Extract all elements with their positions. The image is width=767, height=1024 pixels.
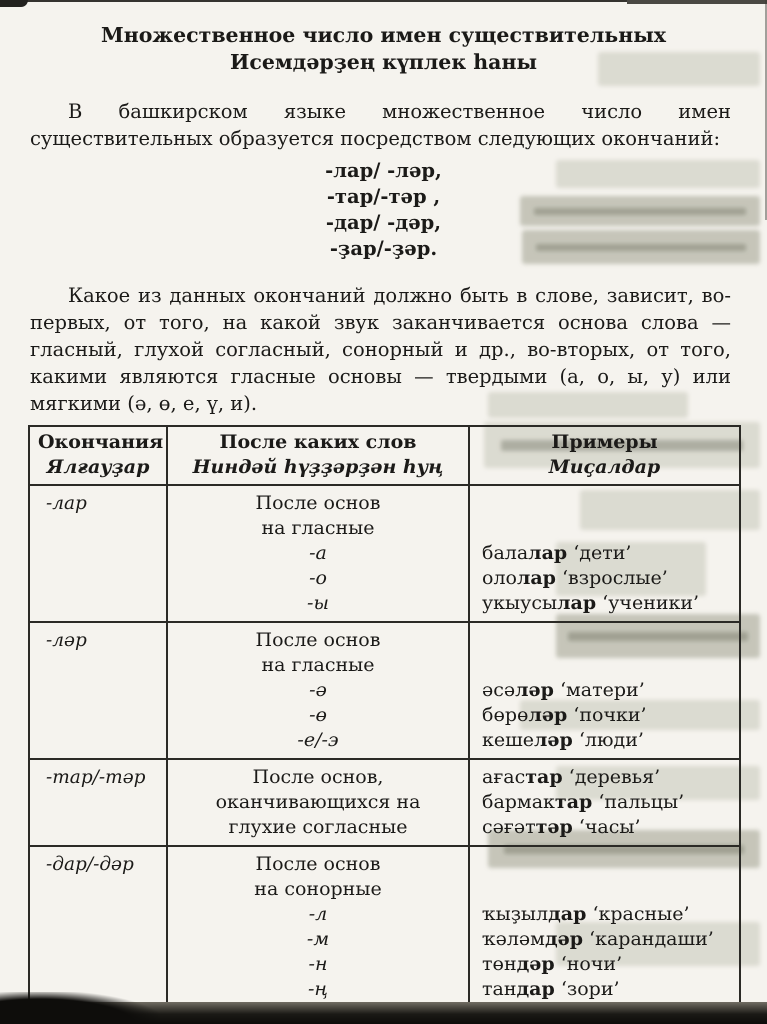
header-line-bashkir: Ялғауҙар: [46, 456, 150, 478]
word-gloss: ‘ночи’: [554, 953, 623, 975]
header-line-ru: Окончания: [38, 431, 164, 453]
header-line-bashkir: Миҫалдар: [548, 456, 661, 478]
explanation-paragraph: Какое из данных окончаний должно быть в слове, зависит, во-первых, от того, на какой звук заканчивается основа слова — гласный, глухой согласный, сонорный и др., во-вторых, от того, какими являются гласные основы — твердыми (а, о, ы, у) или мягкими (ә, ө, е, ү, и).: [30, 284, 731, 415]
word-suffix: ләр: [515, 679, 554, 701]
ending-label: -лар: [46, 493, 87, 514]
example-word: [482, 765, 731, 790]
header-line-ru: Примеры: [551, 431, 658, 453]
word-stem: ҡыҙыл: [482, 903, 549, 925]
examples-cell: [468, 486, 739, 621]
word-gloss: ‘почки’: [567, 704, 647, 726]
word-suffix: тар: [525, 766, 563, 788]
sound-letter: -л: [308, 903, 328, 925]
table-row: [30, 758, 739, 845]
word-stem: тан: [482, 978, 517, 1000]
examples-cell: [468, 847, 739, 1007]
condition-line: После основ: [255, 629, 381, 651]
table-row: [30, 484, 739, 621]
example-word: [482, 790, 731, 815]
ending-item: -ҙар/-ҙәр.: [329, 237, 438, 260]
sound-letter: -ы: [307, 592, 329, 614]
condition-line: После основ: [255, 853, 381, 875]
word-stem: бөрө: [482, 704, 529, 726]
examples-cell: [468, 760, 739, 845]
example-word: [482, 728, 731, 753]
condition-line: оканчивающихся на: [215, 791, 421, 813]
condition-cell: [166, 847, 468, 1007]
word-stem: сәғәт: [482, 816, 536, 838]
word-suffix: дәр: [544, 928, 584, 950]
ending-item: -дар/ -дәр,: [325, 211, 442, 234]
word-gloss: ‘дети’: [567, 542, 632, 564]
word-stem: ағас: [482, 766, 526, 788]
example-word: [482, 952, 731, 977]
word-gloss: ‘красные’: [586, 903, 690, 925]
word-gloss: ‘ученики’: [596, 592, 700, 614]
condition-line: на гласные: [261, 654, 375, 676]
word-stem: төн: [482, 953, 517, 975]
word-gloss: ‘взрослые’: [555, 567, 668, 589]
page-title: [0, 0, 767, 76]
example-word: [482, 902, 731, 927]
word-suffix: дәр: [516, 953, 555, 975]
sound-letter: -м: [306, 928, 330, 950]
header-line-bashkir: Ниндәй һүҙҙәрҙән һуң: [192, 456, 444, 478]
condition-cell: [166, 486, 468, 621]
sound-letter: -о: [309, 567, 327, 589]
word-suffix: лар: [557, 592, 597, 614]
example-word: [482, 591, 731, 616]
example-word: [482, 678, 731, 703]
word-gloss: ‘пальцы’: [592, 791, 685, 813]
word-stem: әсә: [482, 679, 516, 701]
word-suffix: дар: [516, 978, 555, 1000]
word-stem: бала: [482, 542, 529, 564]
example-word: [482, 566, 731, 591]
condition-cell: [166, 623, 468, 758]
ending-cell: [30, 486, 166, 621]
table-row: [30, 621, 739, 758]
word-gloss: ‘часы’: [572, 816, 641, 838]
example-word: [482, 977, 731, 1002]
sound-letter: -а: [309, 542, 327, 564]
word-stem: укыусы: [482, 592, 558, 614]
word-stem: бармак: [482, 791, 555, 813]
example-word: [482, 541, 731, 566]
sound-letter: -ң: [308, 978, 328, 1000]
sound-letter: -ә: [309, 679, 327, 701]
sound-letter: -е/-э: [297, 729, 339, 751]
ending-cell: [30, 760, 166, 845]
scan-edge-top-right: [627, 0, 767, 4]
word-suffix: ләр: [534, 729, 573, 751]
header-endings: [30, 427, 166, 484]
word-stem: ҡәләм: [482, 928, 545, 950]
header-examples: [468, 427, 739, 484]
condition-line: После основ: [255, 492, 381, 514]
word-gloss: ‘зори’: [554, 978, 620, 1000]
word-gloss: ‘деревья’: [562, 766, 661, 788]
header-line-ru: После каких слов: [219, 431, 417, 453]
sound-letter: -н: [308, 953, 328, 975]
word-gloss: ‘матери’: [553, 679, 645, 701]
endings-table: [28, 425, 741, 1009]
table-header-row: [30, 427, 739, 484]
examples-cell: [468, 623, 739, 758]
word-stem: оло: [482, 567, 517, 589]
ending-label: -тар/-тәр: [46, 767, 146, 788]
condition-line: глухие согласные: [228, 816, 408, 838]
title-line-russian: Множественное число имен существительных: [101, 23, 666, 47]
word-gloss: ‘карандаши’: [583, 928, 714, 950]
word-suffix: тәр: [535, 816, 573, 838]
ending-cell: [30, 623, 166, 758]
table-row: [30, 845, 739, 1007]
scan-edge-bottom-left: [0, 992, 160, 1024]
ending-item: -тар/-тәр ,: [326, 185, 441, 208]
ending-label: -дар/-дәр: [46, 854, 134, 875]
header-condition: [166, 427, 468, 484]
intro-paragraph: В башкирском языке множественное число имен существительных образуется посредством следующих окончаний:: [30, 100, 731, 150]
word-suffix: ләр: [528, 704, 568, 726]
ending-item: -лар/ -ләр,: [325, 159, 442, 182]
example-word: [482, 815, 731, 840]
condition-cell: [166, 760, 468, 845]
scan-edge-top-left: [0, 0, 28, 7]
endings-list: [0, 158, 767, 262]
example-word: [482, 927, 731, 952]
word-suffix: лар: [516, 567, 556, 589]
word-stem: кеше: [482, 729, 535, 751]
condition-line: на сонорные: [254, 878, 382, 900]
word-suffix: лар: [528, 542, 568, 564]
ending-label: -ләр: [46, 630, 87, 651]
condition-line: на гласные: [261, 517, 375, 539]
ending-cell: [30, 847, 166, 1007]
condition-line: После основ,: [252, 766, 384, 788]
word-suffix: тар: [554, 791, 593, 813]
word-gloss: ‘люди’: [572, 729, 644, 751]
sound-letter: -ө: [309, 704, 327, 726]
example-word: [482, 703, 731, 728]
title-line-bashkir: Исемдәрҙең күплек һаны: [229, 50, 538, 74]
word-suffix: дар: [548, 903, 587, 925]
